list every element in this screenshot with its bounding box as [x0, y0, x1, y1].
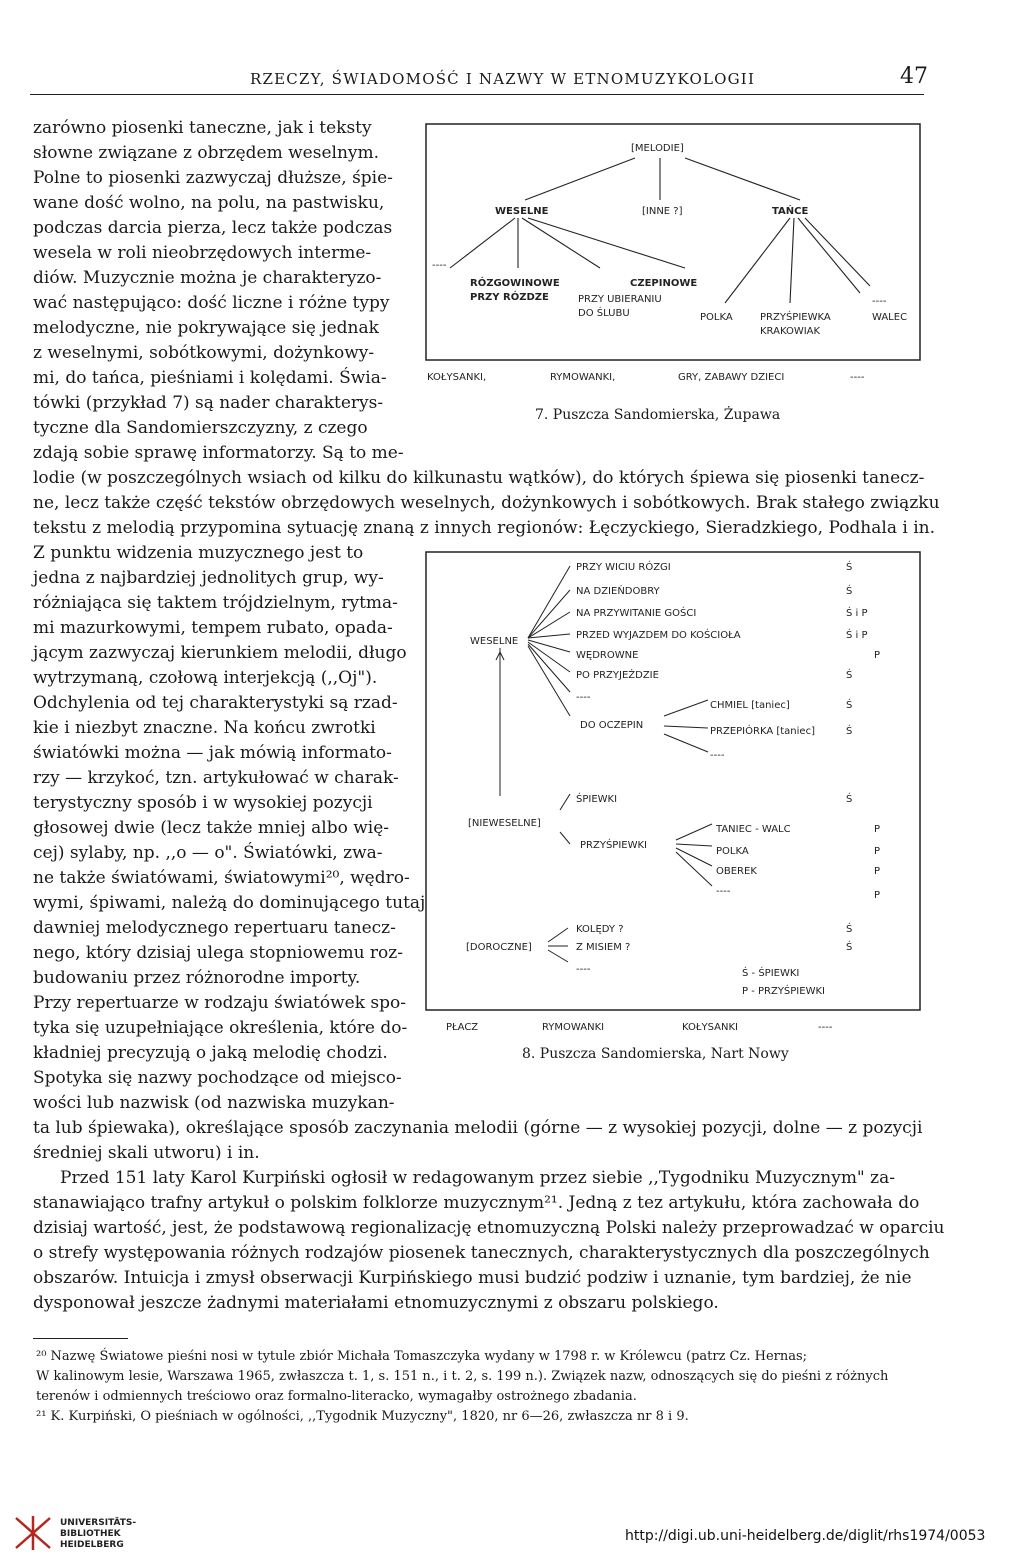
text-line: wości lub nazwisk (od nazwiska muzykan-	[33, 1093, 395, 1113]
text-line: jedna z najbardziej jednolitych grup, wy-	[33, 568, 384, 588]
fig8-dash-mark: P	[874, 890, 881, 901]
fig8-polka: POLKA	[716, 846, 749, 857]
text-line: diów. Muzycznie można je charakteryzo-	[33, 268, 382, 288]
fig7-dash-right: ----	[872, 296, 887, 307]
footnote-line: W kalinowym lesie, Warszawa 1965, zwłaszcza t. 1, s. 151 n., i t. 2, s. 199 n.). Związek nazw, odnoszących się do pieśni z różnych	[36, 1369, 889, 1384]
fig7-rozgowinowe: RÓZGOWINOWE	[470, 278, 560, 289]
library-logo-text	[60, 1518, 136, 1551]
figure-8	[420, 548, 925, 1038]
text-line: wać następująco: dość liczne i różne typy	[33, 293, 390, 313]
text-line: terystyczny sposób i w wysokiej pozycji	[33, 793, 373, 813]
text-line: średniej skali utworu) i in.	[33, 1143, 260, 1163]
fig8-legend-1: Ś - ŚPIEWKI	[742, 968, 800, 979]
fig7-walec: WALEC	[872, 312, 908, 323]
fig8-item-1-mark: Ś	[846, 586, 853, 597]
fig8-z-misiem: Z MISIEM ?	[576, 942, 631, 953]
text-line: melodyczne, nie pokrywające się jednak	[33, 318, 379, 338]
fig8-koledy-mark: Ś	[846, 924, 853, 935]
fig8-chmiel: CHMIEL [taniec]	[710, 700, 790, 711]
footnote-line: terenów i odmiennych treściowo oraz formalno-literacko, wymagałby ostrożnego zbadania.	[36, 1389, 637, 1404]
fig8-legend-2: P - PRZYŚPIEWKI	[742, 986, 825, 997]
text-line: cej) sylaby, np. ,,o — o". Światówki, zwa-	[33, 843, 383, 863]
fig8-item-0-mark: Ś	[846, 562, 853, 573]
text-line: tyka się uzupełniające określenia, które do-	[33, 1018, 408, 1038]
text-line: o strefy występowania różnych rodzajów piosenek tanecznych, charakterystycznych dla poszczególnych	[33, 1243, 930, 1263]
text-line: tekstu z melodią przypomina sytuację znaną z innych regionów: Łęczyckiego, Sieradzkiego, Podhala i in.	[33, 518, 935, 538]
fig8-chmiel-mark: Ś	[846, 700, 853, 711]
fig7-czepinowe: CZEPINOWE	[630, 278, 698, 289]
text-line: budowaniu przez różnorodne importy.	[33, 968, 361, 988]
fig7-przy-ubieraniu: PRZY UBIERANIU	[578, 294, 662, 305]
fig8-przepiorka: PRZEPIÓRKA [taniec]	[710, 726, 815, 737]
fig8-item-2-mark: Ś i P	[846, 608, 868, 619]
fig7-krakowiak: KRAKOWIAK	[760, 326, 821, 337]
fig8-z-misiem-mark: Ś	[846, 942, 853, 953]
fig8-item-2: NA PRZYWITANIE GOŚCI	[576, 608, 697, 619]
fig7-przy-rozdze: PRZY RÓZDZE	[470, 292, 549, 303]
text-line: Spotyka się nazwy pochodzące od miejsco-	[33, 1068, 402, 1088]
fig8-item-5-mark: Ś	[846, 670, 853, 681]
text-line: światówki można — jak mówią informato-	[33, 743, 392, 763]
fig7-kolysanki: KOŁYSANKI,	[427, 372, 487, 383]
fig7-rymowanki: RYMOWANKI,	[550, 372, 616, 383]
fig8-dash-2: ----	[710, 750, 725, 761]
text-line: ne także światówami, światowymi²⁰, wędro-	[33, 868, 410, 888]
fig8-item-3-mark: Ś i P	[846, 630, 868, 641]
text-line: tówki (przykład 7) są nader charakterys-	[33, 393, 384, 413]
text-line: lodie (w poszczególnych wsiach od kilku do kilkunastu wątków), do których śpiewa się piosenki tanecz-	[33, 468, 925, 488]
fig8-weselne: WESELNE	[470, 636, 519, 647]
fig8-rymowanki: RYMOWANKI	[542, 1022, 605, 1033]
footnote-rule	[33, 1338, 128, 1339]
text-line: dzisiaj wartość, jest, że podstawową regionalizację etnomuzyczną Polski należy przeprowadzać w oparciu	[33, 1218, 945, 1238]
fig8-oczepin: DO OCZEPIN	[580, 720, 644, 731]
fig8-item-4: WĘDROWNE	[576, 650, 639, 661]
fig8-item-0: PRZY WICIU RÓZGI	[576, 562, 671, 573]
footnote-line: ²⁰ Nazwę Światowe pieśni nosi w tytule zbiór Michała Tomaszczyka wydany w 1798 r. w Królewcu (patrz Cz. Hernas;	[36, 1349, 808, 1364]
text-line: głosowej dwie (lecz także mniej albo wię-	[33, 818, 390, 838]
fig7-inne: [INNE ?]	[642, 206, 683, 217]
text-line: różniająca się taktem trójdzielnym, rytma-	[33, 593, 398, 613]
fig8-polka-mark: P	[874, 846, 881, 857]
text-line: zarówno piosenki taneczne, jak i teksty	[33, 118, 372, 138]
fig7-do-slubu: DO ŚLUBU	[578, 308, 630, 319]
library-logo-icon	[12, 1514, 54, 1552]
text-line: ta lub śpiewaka), określające sposób zaczynania melodii (górne — z wysokiej pozycji, dolne — z pozycji	[33, 1118, 923, 1138]
source-url[interactable]: http://digi.ub.uni-heidelberg.de/diglit/rhs1974/0053	[625, 1528, 986, 1544]
text-line: nego, który dzisiaj ulega stopniowemu roz-	[33, 943, 403, 963]
text-line: zdają sobie sprawę informatorzy. Są to me-	[33, 443, 404, 463]
fig8-nieweselne: [NIEWESELNE]	[468, 818, 541, 829]
page-number: 47	[900, 64, 928, 89]
fig8-spiewki-mark: Ś	[846, 794, 853, 805]
fig8-doroczne: [DOROCZNE]	[466, 942, 532, 953]
text-line: wesela w roli nieobrzędowych interme-	[33, 243, 372, 263]
figure-8-edges	[496, 566, 712, 962]
figure-7-caption: 7. Puszcza Sandomierska, Żupawa	[535, 407, 781, 423]
fig7-gry: GRY, ZABAWY DZIECI	[678, 372, 785, 383]
text-line: dawniej melodycznego repertuaru tanecz-	[33, 918, 396, 938]
fig7-dash-bottom: ----	[850, 372, 865, 383]
logo-line: HEIDELBERG	[60, 1540, 124, 1550]
fig8-spiewki: ŚPIEWKI	[576, 794, 618, 805]
text-line: podczas darcia pierza, lecz także podczas	[33, 218, 393, 238]
text-line: słowne związane z obrzędem weselnym.	[33, 143, 380, 163]
logo-line: UNIVERSITÄTS-	[60, 1518, 137, 1528]
fig8-taniec-walc: TANIEC - WALC	[716, 824, 791, 835]
text-line: Odchylenia od tej charakterystyki są rzad-	[33, 693, 398, 713]
footnote-line: ²¹ K. Kurpiński, O pieśniach w ogólności, ,,Tygodnik Muzyczny", 1820, nr 6—26, zwłaszcza nr 8 i 9.	[36, 1409, 689, 1424]
text-line: kie i niezbyt znaczne. Na końcu zwrotki	[33, 718, 376, 738]
text-line: tyczne dla Sandomierszczyzny, z czego	[33, 418, 368, 438]
fig8-taniec-walc-mark: P	[874, 824, 881, 835]
fig8-dash-1: ----	[576, 692, 591, 703]
fig7-dash: ----	[432, 260, 447, 271]
text-line: Przed 151 laty Karol Kurpiński ogłosił w redagowanym przez siebie ,,Tygodniku Muzycznym" za-	[60, 1168, 895, 1188]
fig8-koledy: KOLĘDY ?	[576, 924, 624, 935]
fig8-item-3: PRZED WYJAZDEM DO KOŚCIOŁA	[576, 630, 741, 641]
text-line: obszarów. Intuicja i zmysł obserwacji Kurpińskiego musi budzić podziw i uznanie, tym bardziej, że nie	[33, 1268, 912, 1288]
fig8-kolysanki: KOŁYSANKI	[682, 1022, 738, 1033]
fig7-melodie: [MELODIE]	[631, 143, 684, 154]
fig8-dash-4: ----	[576, 964, 591, 975]
fig8-item-4-mark: P	[874, 650, 881, 661]
text-line: wytrzymaną, czołową interjekcją (,,Oj").	[33, 668, 378, 688]
fig8-przepiorka-mark: Ś	[846, 726, 853, 737]
text-line: dysponował jeszcze żadnymi materiałami etnomuzycznymi z obszaru polskiego.	[33, 1293, 719, 1313]
text-line: wane dość wolno, na polu, na pastwisku,	[33, 193, 385, 213]
text-line: mi mazurkowymi, tempem rubato, opada-	[33, 618, 393, 638]
text-line: Z punktu widzenia muzycznego jest to	[33, 543, 364, 563]
fig8-item-1: NA DZIEŃDOBRY	[576, 586, 660, 597]
header-rule	[30, 94, 924, 95]
running-title: RZECZY, ŚWIADOMOŚĆ I NAZWY W ETNOMUZYKOLOGII	[250, 70, 756, 88]
text-line: z weselnymi, sobótkowymi, dożynkowy-	[33, 343, 375, 363]
text-line: Polne to piosenki zazwyczaj dłuższe, śpie-	[33, 168, 393, 188]
figure-7-frame	[426, 124, 920, 360]
fig8-oberek-mark: P	[874, 866, 881, 877]
fig8-item-5: PO PRZYJEŹDZIE	[576, 670, 659, 681]
fig7-przyspiewka: PRZYŚPIEWKA	[760, 312, 831, 323]
figure-7-diagram	[420, 118, 925, 393]
fig8-placz: PŁACZ	[446, 1022, 479, 1033]
text-line: kładniej precyzują o jaką melodię chodzi.	[33, 1043, 388, 1063]
running-header	[0, 62, 1025, 102]
fig7-tance: TAŃCE	[772, 206, 809, 217]
figure-7	[420, 118, 925, 393]
fig7-weselne: WESELNE	[495, 206, 549, 217]
text-line: jącym zazwyczaj kierunkiem melodii, długo	[33, 643, 407, 663]
text-line: mi, do tańca, pieśniami i kolędami. Świa-	[33, 368, 387, 388]
fig8-oberek: OBEREK	[716, 866, 757, 877]
text-line: wymi, śpiwami, należą do dominującego tutaj	[33, 893, 426, 913]
text-line: Przy repertuarze w rodzaju światówek spo-	[33, 993, 406, 1013]
logo-line: BIBLIOTHEK	[60, 1529, 121, 1539]
figure-8-caption: 8. Puszcza Sandomierska, Nart Nowy	[522, 1046, 789, 1062]
fig8-dash-3: ----	[716, 886, 731, 897]
text-line: rzy — krzykoć, tzn. artykułować w charak-	[33, 768, 399, 788]
text-line: stanawiająco trafny artykuł o polskim folklorze muzycznym²¹. Jedną z tez artykułu, która zachowała do	[33, 1193, 920, 1213]
fig8-przyspiewki: PRZYŚPIEWKI	[580, 840, 647, 851]
fig8-dash-bottom: ----	[818, 1022, 833, 1033]
fig7-polka: POLKA	[700, 312, 733, 323]
text-line: ne, lecz także część tekstów obrzędowych weselnych, dożynkowych i sobótkowych. Brak stałego związku	[33, 493, 940, 513]
figure-8-diagram	[420, 548, 925, 1038]
